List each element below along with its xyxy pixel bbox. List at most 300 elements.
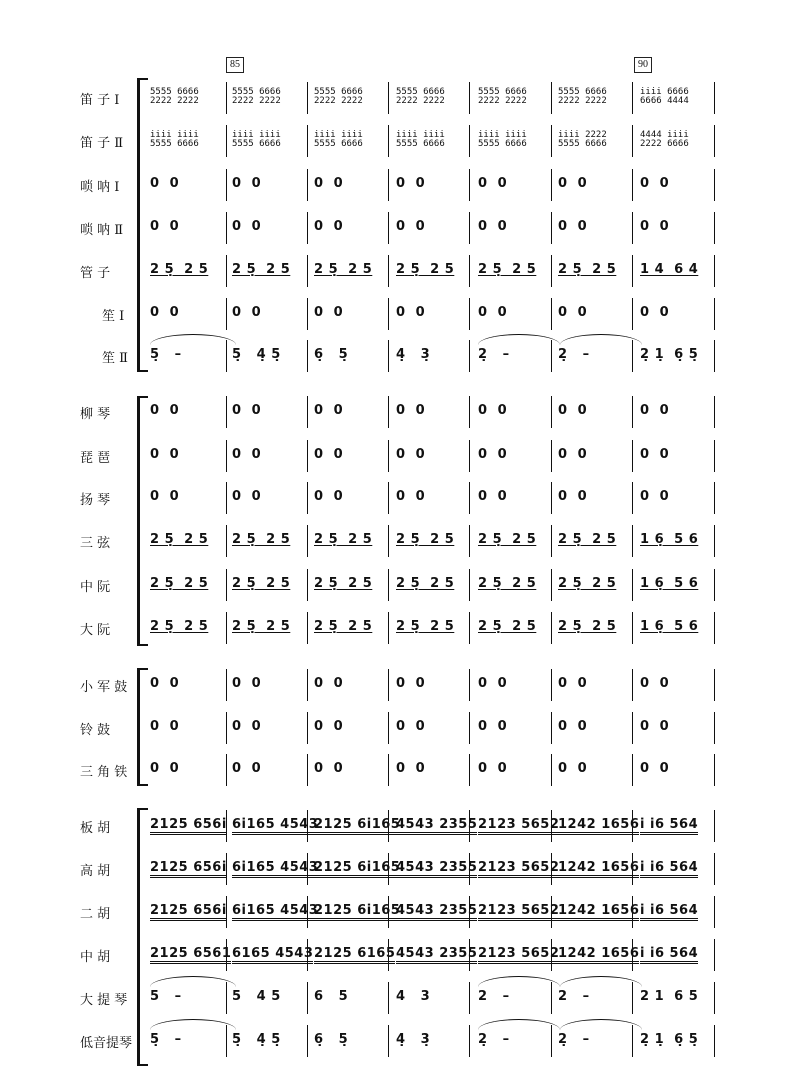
measure-cell: 2 5̣ 2 5	[478, 576, 537, 591]
measure-cell: 0 0	[558, 447, 588, 462]
measure-cell: 0 0	[558, 676, 588, 691]
measure-cell: 0 0	[232, 447, 262, 462]
barline	[388, 482, 389, 514]
barline	[632, 712, 633, 744]
instrument-label: 大 提 琴	[80, 993, 128, 1008]
measure-cell: 2 5̣ 2 5	[150, 576, 209, 591]
measure-cell: 2 1 6 5	[640, 989, 699, 1004]
barline	[388, 712, 389, 744]
barline	[632, 669, 633, 701]
measure-cell: 2123 5652	[478, 903, 559, 918]
measure-cell: 0 0	[558, 305, 588, 320]
measure-cell: 2125 6561	[150, 946, 231, 961]
measure-cell: 1242 1656	[558, 817, 639, 832]
barline	[388, 125, 389, 157]
measure-cell: 2̣ –	[478, 347, 510, 362]
barline	[469, 754, 470, 786]
measure-cell: 5̣ –	[150, 1032, 182, 1047]
barline	[714, 853, 715, 885]
measure-cell: 6 5	[314, 989, 349, 1004]
barline	[714, 569, 715, 601]
barline	[551, 125, 552, 157]
barline	[714, 212, 715, 244]
instrument-label: 中 阮	[80, 580, 111, 595]
measure-cell: 2 5̣ 2 5	[396, 576, 455, 591]
barline	[632, 396, 633, 428]
barline	[226, 482, 227, 514]
instrument-label: 琵 琶	[80, 451, 111, 466]
barline	[307, 525, 308, 557]
instrument-label: 笙 Ⅱ	[102, 351, 128, 366]
barline	[632, 255, 633, 287]
barline	[307, 754, 308, 786]
group-bracket-hook	[140, 78, 148, 80]
barline	[714, 669, 715, 701]
instrument-label: 唢 呐 Ⅱ	[80, 223, 124, 238]
measure-cell: i̇i̇i̇i̇ i̇i̇i̇i̇ 5555 6666	[396, 130, 445, 149]
barline	[307, 440, 308, 472]
measure-cell: 0 0	[314, 676, 344, 691]
measure-cell: 0 0	[478, 761, 508, 776]
slur	[478, 334, 560, 345]
barline	[307, 612, 308, 644]
measure-number: 90	[634, 57, 652, 73]
barline	[469, 82, 470, 114]
instrument-label: 铃 鼓	[80, 723, 111, 738]
group-bracket-hook	[140, 396, 148, 398]
measure-cell: 0 0	[232, 719, 262, 734]
instrument-label: 笛 子 Ⅱ	[80, 136, 124, 151]
measure-cell: 0 0	[150, 676, 180, 691]
measure-cell: 2 5̣ 2 5	[478, 619, 537, 634]
barline	[551, 754, 552, 786]
barline	[632, 525, 633, 557]
slur	[560, 334, 642, 345]
measure-cell: 4543 2355	[396, 860, 477, 875]
measure-cell: 4 3	[396, 989, 431, 1004]
barline	[551, 569, 552, 601]
measure-cell: 2125 656i̇	[150, 903, 227, 918]
measure-cell: 0 0	[314, 447, 344, 462]
measure-cell: 2 5̣ 2 5	[232, 262, 291, 277]
measure-cell: 2125 6i̇165	[314, 817, 400, 832]
measure-cell: 5555 6666 2222 2222	[558, 87, 607, 106]
barline	[469, 298, 470, 330]
measure-cell: 0 0	[150, 403, 180, 418]
measure-cell: 2 –	[558, 989, 590, 1004]
barline	[226, 298, 227, 330]
instrument-label: 笙 Ⅰ	[102, 309, 125, 324]
measure-cell: 0 0	[150, 489, 180, 504]
barline	[632, 569, 633, 601]
measure-cell: 4̣ 3̣	[396, 347, 431, 362]
measure-cell: 0 0	[314, 219, 344, 234]
measure-cell: 2 5̣ 2 5	[314, 532, 373, 547]
barline	[307, 482, 308, 514]
barline	[388, 612, 389, 644]
measure-cell: 5555 6666 2222 2222	[478, 87, 527, 106]
measure-cell: 6̣ 5̣	[314, 347, 349, 362]
measure-cell: 0 0	[232, 176, 262, 191]
measure-cell: 0 0	[314, 176, 344, 191]
barline	[551, 712, 552, 744]
barline	[714, 712, 715, 744]
barline	[714, 340, 715, 372]
measure-cell: 0 0	[640, 447, 670, 462]
barline	[714, 440, 715, 472]
barline	[714, 482, 715, 514]
measure-cell: 0 0	[558, 403, 588, 418]
barline	[307, 82, 308, 114]
measure-cell: i̇i̇i̇i̇ i̇i̇i̇i̇ 5555 6666	[150, 130, 199, 149]
measure-cell: 0 0	[150, 719, 180, 734]
barline	[388, 754, 389, 786]
barline	[388, 169, 389, 201]
barline	[226, 754, 227, 786]
measure-cell: 2 5̣ 2 5	[396, 532, 455, 547]
barline	[388, 440, 389, 472]
barline	[632, 212, 633, 244]
measure-cell: 0 0	[232, 761, 262, 776]
measure-cell: 5 4 5	[232, 989, 281, 1004]
measure-cell: i̇i̇i̇i̇ 2222 5555 6666	[558, 130, 607, 149]
measure-cell: 2 5̣ 2 5	[396, 262, 455, 277]
measure-cell: 0 0	[232, 489, 262, 504]
barline	[632, 82, 633, 114]
barline	[307, 125, 308, 157]
measure-cell: 1 6̣ 5 6	[640, 619, 699, 634]
barline	[714, 810, 715, 842]
barline	[551, 255, 552, 287]
measure-cell: 4543 2355	[396, 946, 477, 961]
slur	[478, 1019, 560, 1030]
group-bracket-hook	[140, 784, 148, 786]
measure-cell: i̇i̇i̇i̇ 6666 6666 4444	[640, 87, 689, 106]
measure-cell: 2 5̣ 2 5	[558, 576, 617, 591]
measure-cell: 5555 6666 2222 2222	[314, 87, 363, 106]
barline	[714, 754, 715, 786]
barline	[388, 255, 389, 287]
measure-cell: 2 5̣ 2 5	[232, 619, 291, 634]
barline	[714, 169, 715, 201]
measure-cell: 4543 2355	[396, 903, 477, 918]
measure-cell: 0 0	[150, 305, 180, 320]
group-bracket	[137, 396, 140, 646]
measure-cell: 0 0	[396, 676, 426, 691]
barline	[551, 298, 552, 330]
barline	[388, 669, 389, 701]
barline	[469, 982, 470, 1014]
instrument-label: 板 胡	[80, 821, 111, 836]
measure-cell: 0 0	[558, 176, 588, 191]
barline	[226, 712, 227, 744]
barline	[388, 982, 389, 1014]
measure-cell: 0 0	[396, 176, 426, 191]
barline	[307, 569, 308, 601]
barline	[551, 669, 552, 701]
barline	[551, 440, 552, 472]
measure-cell: 2 5̣ 2 5	[558, 619, 617, 634]
barline	[388, 1025, 389, 1057]
measure-number: 85	[226, 57, 244, 73]
instrument-label: 大 阮	[80, 623, 111, 638]
measure-cell: 0 0	[232, 219, 262, 234]
measure-cell: 2̣ –	[558, 1032, 590, 1047]
measure-cell: 2123 5652	[478, 946, 559, 961]
instrument-label: 中 胡	[80, 950, 111, 965]
barline	[226, 125, 227, 157]
barline	[469, 396, 470, 428]
barline	[226, 669, 227, 701]
measure-cell: 0 0	[232, 676, 262, 691]
barline	[469, 340, 470, 372]
measure-cell: 0 0	[558, 219, 588, 234]
group-bracket-hook	[140, 370, 148, 372]
measure-cell: 2 5̣ 2 5	[314, 576, 373, 591]
measure-cell: 0 0	[396, 305, 426, 320]
measure-cell: 0 0	[150, 219, 180, 234]
barline	[551, 82, 552, 114]
barline	[632, 125, 633, 157]
measure-cell: 0 0	[396, 219, 426, 234]
barline	[226, 255, 227, 287]
barline	[632, 754, 633, 786]
measure-cell: 1 6̣ 5 6	[640, 576, 699, 591]
measure-cell: 2̣ –	[558, 347, 590, 362]
measure-cell: 0 0	[314, 305, 344, 320]
measure-cell: i̇ i̇6 564	[640, 946, 698, 961]
measure-cell: 2 5̣ 2 5	[396, 619, 455, 634]
measure-cell: 0 0	[640, 761, 670, 776]
slur	[150, 334, 236, 345]
barline	[307, 169, 308, 201]
measure-cell: 6165 4543	[232, 946, 313, 961]
measure-cell: 0 0	[150, 447, 180, 462]
barline	[307, 982, 308, 1014]
measure-cell: i̇i̇i̇i̇ i̇i̇i̇i̇ 5555 6666	[478, 130, 527, 149]
measure-cell: 0 0	[640, 176, 670, 191]
barline	[307, 712, 308, 744]
slur	[560, 976, 642, 987]
measure-cell: 5̣ –	[150, 347, 182, 362]
barline	[307, 212, 308, 244]
group-bracket-hook	[140, 668, 148, 670]
measure-cell: 2 5̣ 2 5	[150, 262, 209, 277]
measure-cell: 6i̇165 4543	[232, 817, 318, 832]
measure-cell: 0 0	[558, 719, 588, 734]
barline	[714, 255, 715, 287]
barline	[226, 212, 227, 244]
measure-cell: 0 0	[640, 403, 670, 418]
measure-cell: 4444 i̇i̇i̇i̇ 2222 6666	[640, 130, 689, 149]
measure-cell: 0 0	[314, 761, 344, 776]
measure-cell: 0 0	[232, 403, 262, 418]
barline	[307, 669, 308, 701]
measure-cell: 0 0	[396, 761, 426, 776]
measure-cell: 0 0	[640, 305, 670, 320]
barline	[632, 298, 633, 330]
measure-cell: i̇i̇i̇i̇ i̇i̇i̇i̇ 5555 6666	[314, 130, 363, 149]
barline	[632, 612, 633, 644]
measure-cell: i̇ i̇6 564	[640, 860, 698, 875]
measure-cell: 1 6̣ 5 6	[640, 532, 699, 547]
measure-cell: 4̣ 3̣	[396, 1032, 431, 1047]
measure-cell: 0 0	[640, 219, 670, 234]
measure-cell: 0 0	[478, 719, 508, 734]
instrument-label: 扬 琴	[80, 493, 111, 508]
measure-cell: 2123 5652	[478, 860, 559, 875]
barline	[307, 298, 308, 330]
barline	[714, 1025, 715, 1057]
measure-cell: 2 5̣ 2 5	[558, 532, 617, 547]
measure-cell: i̇i̇i̇i̇ i̇i̇i̇i̇ 5555 6666	[232, 130, 281, 149]
measure-cell: 0 0	[640, 489, 670, 504]
measure-cell: 0 0	[640, 676, 670, 691]
barline	[469, 669, 470, 701]
measure-cell: 2 5̣ 2 5	[150, 532, 209, 547]
measure-cell: 0 0	[478, 176, 508, 191]
barline	[469, 169, 470, 201]
measure-cell: 2 5̣ 2 5	[314, 619, 373, 634]
barline	[388, 212, 389, 244]
barline	[714, 982, 715, 1014]
barline	[632, 482, 633, 514]
instrument-label: 三 角 铁	[80, 765, 128, 780]
barline	[714, 612, 715, 644]
measure-cell: 0 0	[396, 447, 426, 462]
barline	[469, 612, 470, 644]
barline	[551, 482, 552, 514]
barline	[469, 255, 470, 287]
barline	[388, 525, 389, 557]
barline	[551, 525, 552, 557]
measure-cell: 1242 1656	[558, 860, 639, 875]
measure-cell: 2 5̣ 2 5	[478, 532, 537, 547]
barline	[307, 255, 308, 287]
measure-cell: 2 5̣ 2 5	[314, 262, 373, 277]
barline	[226, 569, 227, 601]
measure-cell: 0 0	[150, 761, 180, 776]
instrument-label: 管 子	[80, 266, 111, 281]
group-bracket	[137, 808, 140, 1066]
instrument-label: 笛 子 Ⅰ	[80, 93, 120, 108]
instrument-label: 小 军 鼓	[80, 680, 128, 695]
measure-cell: 0 0	[478, 447, 508, 462]
measure-cell: 0 0	[478, 489, 508, 504]
measure-cell: 5̣ 4̣ 5̣	[232, 1032, 281, 1047]
barline	[307, 340, 308, 372]
measure-cell: 6i̇165 4543	[232, 903, 318, 918]
barline	[469, 482, 470, 514]
measure-cell: 0 0	[314, 489, 344, 504]
measure-cell: 0 0	[558, 761, 588, 776]
measure-cell: 2125 6i̇165	[314, 903, 400, 918]
slur	[150, 976, 236, 987]
barline	[469, 1025, 470, 1057]
barline	[388, 340, 389, 372]
barline	[226, 612, 227, 644]
measure-cell: 1 4 6 4	[640, 262, 699, 277]
barline	[226, 396, 227, 428]
measure-cell: 2̣ 1̣ 6̣ 5̣	[640, 347, 699, 362]
barline	[469, 440, 470, 472]
measure-cell: 5̣ 4̣ 5̣	[232, 347, 281, 362]
measure-cell: 0 0	[314, 719, 344, 734]
measure-cell: 5555 6666 2222 2222	[396, 87, 445, 106]
instrument-label: 高 胡	[80, 864, 111, 879]
measure-cell: 0 0	[478, 676, 508, 691]
measure-cell: 0 0	[396, 489, 426, 504]
measure-cell: 2125 6165	[314, 946, 395, 961]
measure-cell: 2̣ –	[478, 1032, 510, 1047]
barline	[714, 525, 715, 557]
barline	[388, 298, 389, 330]
measure-cell: 6̣ 5̣	[314, 1032, 349, 1047]
measure-cell: 0 0	[640, 719, 670, 734]
slur	[478, 976, 560, 987]
barline	[307, 1025, 308, 1057]
barline	[388, 82, 389, 114]
measure-cell: 0 0	[150, 176, 180, 191]
barline	[469, 569, 470, 601]
barline	[632, 169, 633, 201]
barline	[388, 396, 389, 428]
barline	[714, 939, 715, 971]
measure-cell: 1242 1656	[558, 946, 639, 961]
barline	[714, 298, 715, 330]
barline	[714, 896, 715, 928]
group-bracket-hook	[140, 808, 148, 810]
measure-cell: i̇ i̇6 564	[640, 817, 698, 832]
measure-cell: 4543 2355	[396, 817, 477, 832]
instrument-label: 低音提琴	[80, 1036, 133, 1051]
instrument-label: 柳 琴	[80, 407, 111, 422]
barline	[551, 612, 552, 644]
barline	[551, 396, 552, 428]
barline	[469, 712, 470, 744]
barline	[551, 169, 552, 201]
measure-cell: 5555 6666 2222 2222	[232, 87, 281, 106]
measure-cell: 2125 656i̇	[150, 817, 227, 832]
barline	[551, 212, 552, 244]
barline	[226, 82, 227, 114]
measure-cell: 0 0	[314, 403, 344, 418]
barline	[226, 169, 227, 201]
slur	[150, 1019, 236, 1030]
measure-cell: 1242 1656	[558, 903, 639, 918]
barline	[388, 569, 389, 601]
barline	[714, 125, 715, 157]
measure-cell: 2 5̣ 2 5	[478, 262, 537, 277]
measure-cell: 5555 6666 2222 2222	[150, 87, 199, 106]
measure-cell: i̇ i̇6 564	[640, 903, 698, 918]
measure-cell: 0 0	[558, 489, 588, 504]
measure-cell: 0 0	[478, 403, 508, 418]
barline	[469, 212, 470, 244]
barline	[632, 440, 633, 472]
measure-cell: 0 0	[396, 403, 426, 418]
barline	[714, 396, 715, 428]
measure-cell: 2 5̣ 2 5	[558, 262, 617, 277]
measure-cell: 0 0	[396, 719, 426, 734]
measure-cell: 2123 5652	[478, 817, 559, 832]
measure-cell: 2125 656i̇	[150, 860, 227, 875]
group-bracket-hook	[140, 1064, 148, 1066]
measure-cell: 2125 6i̇165	[314, 860, 400, 875]
measure-cell: 0 0	[478, 219, 508, 234]
instrument-label: 二 胡	[80, 907, 111, 922]
barline	[469, 525, 470, 557]
